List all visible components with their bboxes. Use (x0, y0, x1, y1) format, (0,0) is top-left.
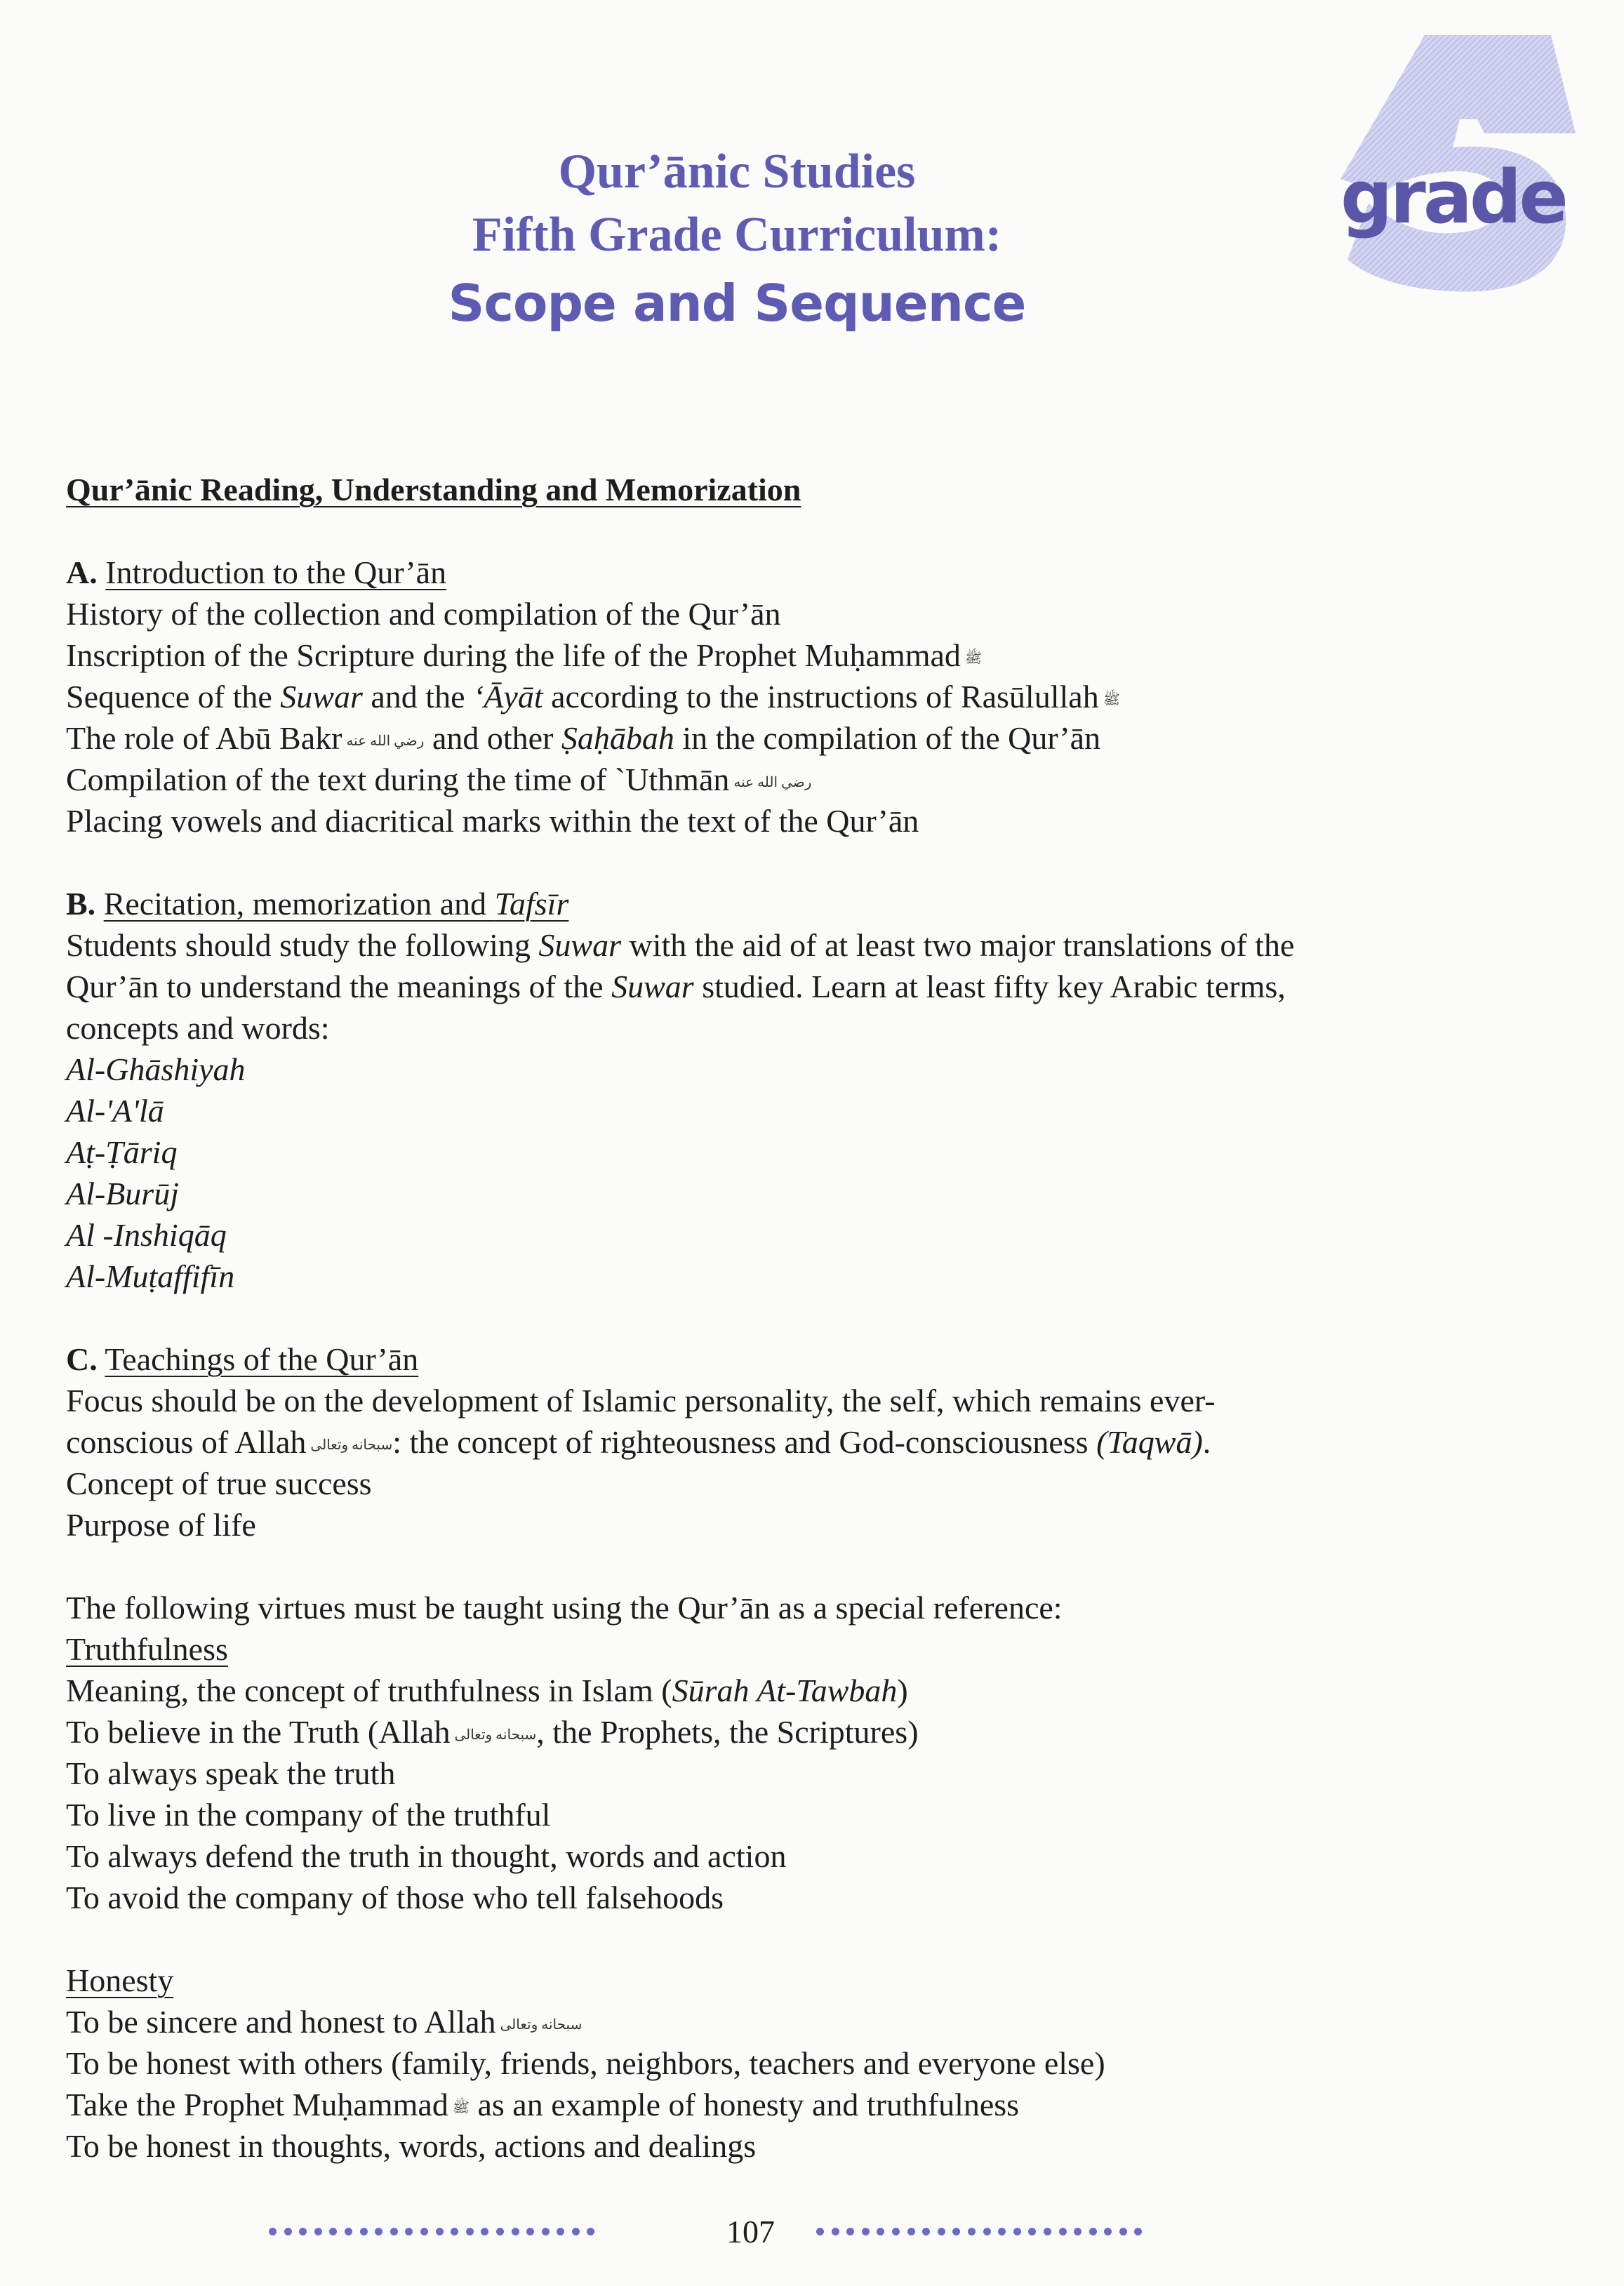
section-heading: Qur’ānic Reading, Understanding and Memorization (66, 472, 801, 507)
footer-dot (481, 2228, 488, 2235)
title-line-3: Scope and Sequence (448, 274, 1026, 333)
part-b-heading (66, 883, 1575, 924)
footer-dot (314, 2228, 322, 2235)
part-b-intro-line (66, 966, 1575, 1007)
truthfulness-line (66, 1711, 1575, 1753)
footer-dot (405, 2228, 413, 2235)
part-c-letter: C. (66, 1341, 98, 1377)
footer-dot (846, 2228, 854, 2235)
pbuh-honorific-icon: ﷺ (1103, 692, 1120, 708)
surah-item: Al-Muṭaffifīn (66, 1258, 235, 1294)
page-header (0, 140, 1474, 333)
text: Sequence of the (66, 679, 281, 715)
text: ) (897, 1673, 908, 1708)
footer-dot (587, 2228, 594, 2235)
title-line-1: Qur’ānic Studies (558, 145, 916, 199)
part-a-line: History of the collection and compilation of the Qur’ān (66, 596, 781, 632)
footer-dot (922, 2228, 930, 2235)
text: Take the Prophet Muḥammad (66, 2087, 448, 2122)
footer-dot (907, 2228, 915, 2235)
italic-term: Suwar (538, 927, 621, 963)
footer-dot (1013, 2228, 1021, 2235)
footer-dot (816, 2228, 824, 2235)
footer-dot (983, 2228, 991, 2235)
footer-dot (329, 2228, 337, 2235)
text: and the (362, 679, 473, 715)
italic-term: Suwar (280, 679, 363, 715)
text: according to the instructions of Rasūlullah (543, 679, 1099, 715)
part-c-line (66, 1421, 1575, 1463)
part-c-title: Teachings of the Qur’ān (105, 1341, 419, 1377)
part-c-heading (66, 1338, 1575, 1380)
footer-dot (1119, 2228, 1127, 2235)
footer-dot (1089, 2228, 1097, 2235)
page-number: 107 (726, 2214, 775, 2250)
page-footer (0, 2211, 1624, 2253)
text: with the aid of at least two major translations of the (621, 927, 1295, 963)
footer-dot (572, 2228, 580, 2235)
truthfulness-line: To always defend the truth in thought, words and action (66, 1838, 787, 1874)
text: Meaning, the concept of truthfulness in Islam ( (66, 1673, 672, 1708)
text: in the compilation of the Qur’ān (674, 720, 1101, 756)
part-b-title (104, 886, 569, 922)
part-a-line (66, 676, 1575, 717)
honesty-line: To be honest in thoughts, words, actions and dealings (66, 2128, 757, 2164)
footer-dot (557, 2228, 564, 2235)
footer-dot (1044, 2228, 1051, 2235)
truthfulness-line: To live in the company of the truthful (66, 1797, 551, 1833)
honesty-heading: Honesty (66, 1962, 174, 1998)
footer-dot (1028, 2228, 1036, 2235)
footer-dot (877, 2228, 884, 2235)
pbuh-honorific-icon: ﷺ (964, 651, 983, 667)
footer-dot (952, 2228, 960, 2235)
part-a-line (66, 759, 1575, 800)
document-body (66, 469, 1575, 2167)
pbuh-honorific-icon: ﷺ (452, 2100, 470, 2116)
footer-dot (496, 2228, 504, 2235)
part-b-intro-line (66, 924, 1575, 966)
part-a-line-text: Inscription of the Scripture during the life of the Prophet Muḥammad (66, 637, 961, 673)
part-b-intro-line: concepts and words: (66, 1010, 330, 1046)
footer-dot (345, 2228, 352, 2235)
italic-term: Tafsīr (494, 886, 569, 922)
part-a-line-text: Compilation of the text during the time of `Uthmān (66, 762, 730, 797)
footer-dot (375, 2228, 382, 2235)
footer-dot (542, 2228, 550, 2235)
part-a-title: Introduction to the Qur’ān (105, 554, 447, 590)
subhanahu-honorific-icon: سبحانه وتعالى (500, 2017, 583, 2033)
footer-dot (862, 2228, 870, 2235)
footer-dot (998, 2228, 1006, 2235)
text: Recitation, memorization and (103, 886, 495, 922)
text: studied. Learn at least fifty key Arabic terms, (693, 969, 1286, 1004)
text: The role of Abū Bakr (66, 720, 342, 756)
text: Students should study the following (66, 927, 539, 963)
footer-dot (466, 2228, 474, 2235)
footer-dot (451, 2228, 458, 2235)
italic-term: Suwar (611, 969, 694, 1004)
footer-dot (360, 2228, 368, 2235)
part-a-line: Placing vowels and diacritical marks within the text of the Qur’ān (66, 803, 919, 839)
footer-dots-right (816, 2226, 1150, 2239)
honesty-line (66, 2001, 1575, 2042)
title-line-2: Fifth Grade Curriculum: (472, 208, 1002, 262)
honesty-line: To be honest with others (family, friends, neighbors, teachers and everyone else) (66, 2045, 1105, 2081)
footer-dot (832, 2228, 839, 2235)
text: , the Prophets, the Scriptures) (536, 1714, 919, 1750)
text: . (1202, 1424, 1211, 1460)
part-a-letter: A. (66, 554, 98, 590)
italic-term: Sūrah At-Tawbah (672, 1673, 898, 1708)
text: To be sincere and honest to Allah (66, 2004, 496, 2040)
part-c-line: Purpose of life (66, 1507, 256, 1543)
footer-dot (436, 2228, 444, 2235)
surah-item: Al-'A'lā (66, 1093, 164, 1129)
text: conscious of Allah (66, 1424, 307, 1460)
footer-dot (1059, 2228, 1067, 2235)
surah-item: Aṭ-Ṭāriq (66, 1134, 178, 1170)
footer-dot (1104, 2228, 1112, 2235)
grade-label: grade (1340, 154, 1566, 240)
honesty-line (66, 2084, 1575, 2125)
footer-dot (938, 2228, 945, 2235)
text: and other (424, 720, 561, 756)
virtues-intro: The following virtues must be taught using the Qur’ān as a special reference: (66, 1590, 1063, 1626)
truthfulness-line: To avoid the company of those who tell falsehoods (66, 1880, 724, 1915)
part-b-letter: B. (66, 886, 96, 922)
surah-item: Al-Ghāshiyah (66, 1051, 246, 1087)
italic-term: ‘Āyāt (473, 679, 543, 715)
text: Qur’ān to understand the meanings of the (66, 969, 612, 1004)
part-a-heading (66, 552, 1575, 593)
footer-dot (1134, 2228, 1142, 2235)
part-c-line: Concept of true success (66, 1466, 372, 1501)
footer-dot (284, 2228, 292, 2235)
footer-dot (1074, 2228, 1081, 2235)
footer-dot (390, 2228, 398, 2235)
subhanahu-honorific-icon: سبحانه وتعالى (310, 1437, 393, 1454)
footer-dot (420, 2228, 428, 2235)
text: as an example of honesty and truthfulness (469, 2087, 1020, 2122)
italic-term: (Taqwā) (1096, 1424, 1203, 1460)
part-a-line (66, 634, 1575, 676)
truthfulness-heading: Truthfulness (66, 1631, 228, 1667)
subhanahu-honorific-icon: سبحانه وتعالى (454, 1727, 537, 1743)
footer-dot (512, 2228, 519, 2235)
truthfulness-line: To always speak the truth (66, 1755, 396, 1791)
radiallahu-honorific-icon: رضي الله عنه (733, 775, 812, 791)
footer-dot (269, 2228, 277, 2235)
footer-dot (526, 2228, 534, 2235)
part-a-line (66, 717, 1575, 759)
italic-term: Ṣaḥābah (561, 720, 674, 756)
surah-item: Al-Burūj (66, 1176, 179, 1211)
truthfulness-line (66, 1670, 1575, 1711)
text: : the concept of righteousness and God-consciousness (392, 1424, 1097, 1460)
radiallahu-honorific-icon: رضي الله عنه (346, 733, 425, 750)
footer-dot (299, 2228, 307, 2235)
part-c-line: Focus should be on the development of Islamic personality, the self, which remains ever- (66, 1383, 1216, 1418)
text: To believe in the Truth (Allah (66, 1714, 451, 1750)
footer-dots-left (269, 2226, 602, 2239)
surah-item: Al -Inshiqāq (66, 1217, 227, 1253)
footer-dot (968, 2228, 976, 2235)
footer-dot (892, 2228, 900, 2235)
